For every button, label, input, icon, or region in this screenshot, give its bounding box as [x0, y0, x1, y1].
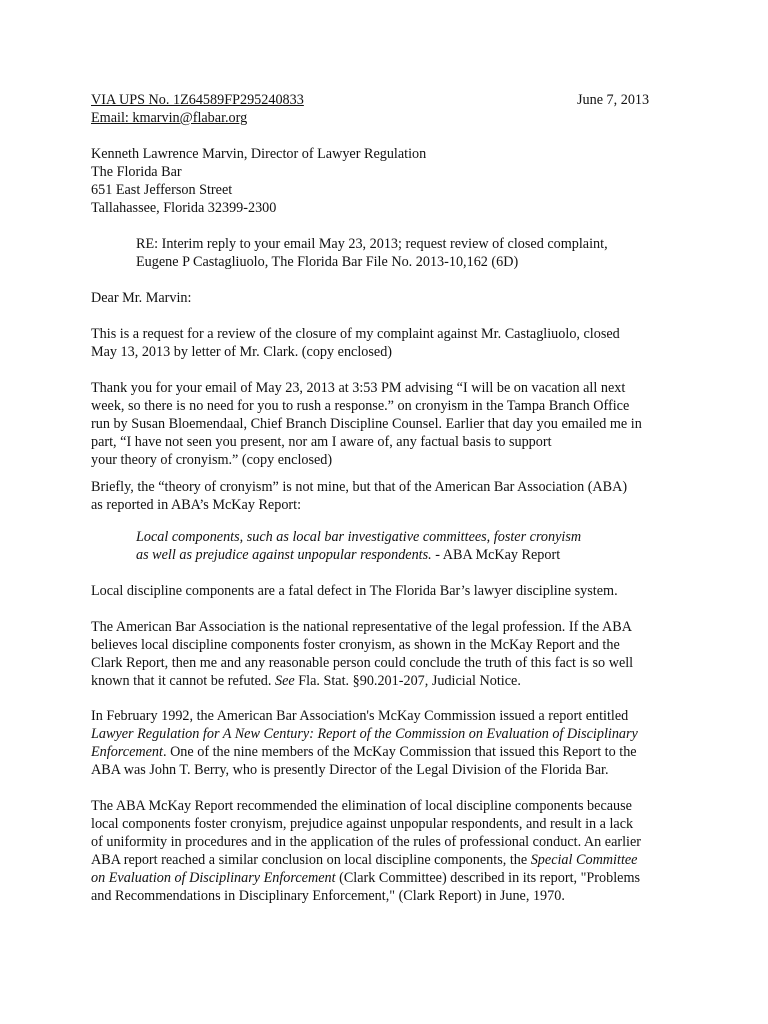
paragraph-4	[91, 582, 691, 600]
paragraph-line: In February 1992, the American Bar Association's McKay Commission issued a report entitled	[91, 708, 629, 724]
salutation-text: Dear Mr. Marvin:	[91, 290, 192, 306]
text-run: (Clark Committee) described in its report, "Problems	[335, 870, 641, 886]
recipient-name-title: Kenneth Lawrence Marvin, Director of Lawyer Regulation	[91, 146, 427, 162]
paragraph-line: This is a request for a review of the closure of my complaint against Mr. Castagliuolo, closed	[91, 326, 620, 342]
letter-date: June 7, 2013	[577, 92, 650, 108]
paragraph-line: Briefly, the “theory of cronyism” is not mine, but that of the American Bar Association (ABA)	[91, 479, 628, 495]
paragraph-line: part, “I have not seen you present, nor am I aware of, any factual basis to support	[91, 434, 552, 450]
recipient-email: Email: kmarvin@flabar.org	[91, 110, 248, 126]
subject-line-2: Eugene P Castagliuolo, The Florida Bar File No. 2013-10,162 (6D)	[136, 254, 519, 270]
paragraph-2	[91, 379, 691, 469]
paragraph-line: of uniformity in procedures and in the application of the rules of professional conduct. An earlier	[91, 834, 641, 850]
recipient-street: 651 East Jefferson Street	[91, 182, 233, 198]
paragraph-line: believes local discipline components foster cronyism, as shown in the McKay Report and the	[91, 637, 620, 653]
paragraph-line: your theory of cronyism.” (copy enclosed)	[91, 452, 333, 468]
paragraph-6	[91, 707, 691, 779]
paragraph-line	[91, 869, 691, 887]
quote-line	[136, 546, 696, 564]
paragraph-line	[91, 851, 691, 869]
ups-tracking-number: VIA UPS No. 1Z64589FP295240833	[91, 92, 304, 108]
paragraph-line: ABA was John T. Berry, who is presently Director of the Legal Division of the Florida Bar.	[91, 762, 609, 778]
block-quote	[136, 528, 696, 564]
citation-signal: See	[275, 673, 295, 689]
paragraph-1	[91, 325, 691, 361]
paragraph-line: The American Bar Association is the national representative of the legal profession. If the ABA	[91, 619, 632, 635]
text-run: Fla. Stat. §90.201-207, Judicial Notice.	[294, 673, 521, 689]
paragraph-line: The ABA McKay Report recommended the elimination of local discipline components because	[91, 798, 632, 814]
recipient-city: Tallahassee, Florida 32399-2300	[91, 200, 277, 216]
subject-line	[136, 235, 696, 271]
report-title-line: Lawyer Regulation for A New Century: Report of the Commission on Evaluation of Disciplinary	[91, 726, 638, 742]
paragraph-line	[91, 743, 691, 761]
quote-attribution: - ABA McKay Report	[431, 547, 561, 563]
paragraph-line: Local discipline components are a fatal defect in The Florida Bar’s lawyer discipline system.	[91, 583, 618, 599]
recipient-organization: The Florida Bar	[91, 164, 182, 180]
paragraph-3	[91, 478, 691, 514]
paragraph-line: as reported in ABA’s McKay Report:	[91, 497, 302, 513]
paragraph-7	[91, 797, 691, 905]
paragraph-line: and Recommendations in Disciplinary Enforcement," (Clark Report) in June, 1970.	[91, 888, 565, 904]
paragraph-line: run by Susan Bloemendaal, Chief Branch Discipline Counsel. Earlier that day you emailed me in	[91, 416, 642, 432]
text-run: ABA report reached a similar conclusion on local discipline components, the	[91, 852, 531, 868]
committee-name: Special Committee	[530, 852, 638, 868]
paragraph-line: local components foster cronyism, prejudice against unpopular respondents, and result in a lack	[91, 816, 634, 832]
quote-text: as well as prejudice against unpopular respondents.	[136, 547, 432, 563]
recipient-address	[91, 145, 691, 217]
text-run: . One of the nine members of the McKay Commission that issued this Report to the	[162, 744, 637, 760]
salutation	[91, 289, 691, 307]
report-title-end: Enforcement	[91, 744, 163, 760]
paragraph-5	[91, 618, 691, 690]
paragraph-line: May 13, 2013 by letter of Mr. Clark. (copy enclosed)	[91, 344, 393, 360]
quote-line: Local components, such as local bar investigative committees, foster cronyism	[136, 529, 582, 545]
text-run: known that it cannot be refuted.	[91, 673, 275, 689]
subject-line-1: RE: Interim reply to your email May 23, 2013; request review of closed complaint,	[136, 236, 608, 252]
paragraph-line: week, so there is no need for you to rush a response.” on cronyism in the Tampa Branch Office	[91, 398, 630, 414]
paragraph-line	[91, 672, 691, 690]
paragraph-line: Clark Report, then me and any reasonable person could conclude the truth of this fact is so well	[91, 655, 634, 671]
paragraph-line: Thank you for your email of May 23, 2013 at 3:53 PM advising “I will be on vacation all next	[91, 380, 626, 396]
committee-name: on Evaluation of Disciplinary Enforcement	[91, 870, 336, 886]
